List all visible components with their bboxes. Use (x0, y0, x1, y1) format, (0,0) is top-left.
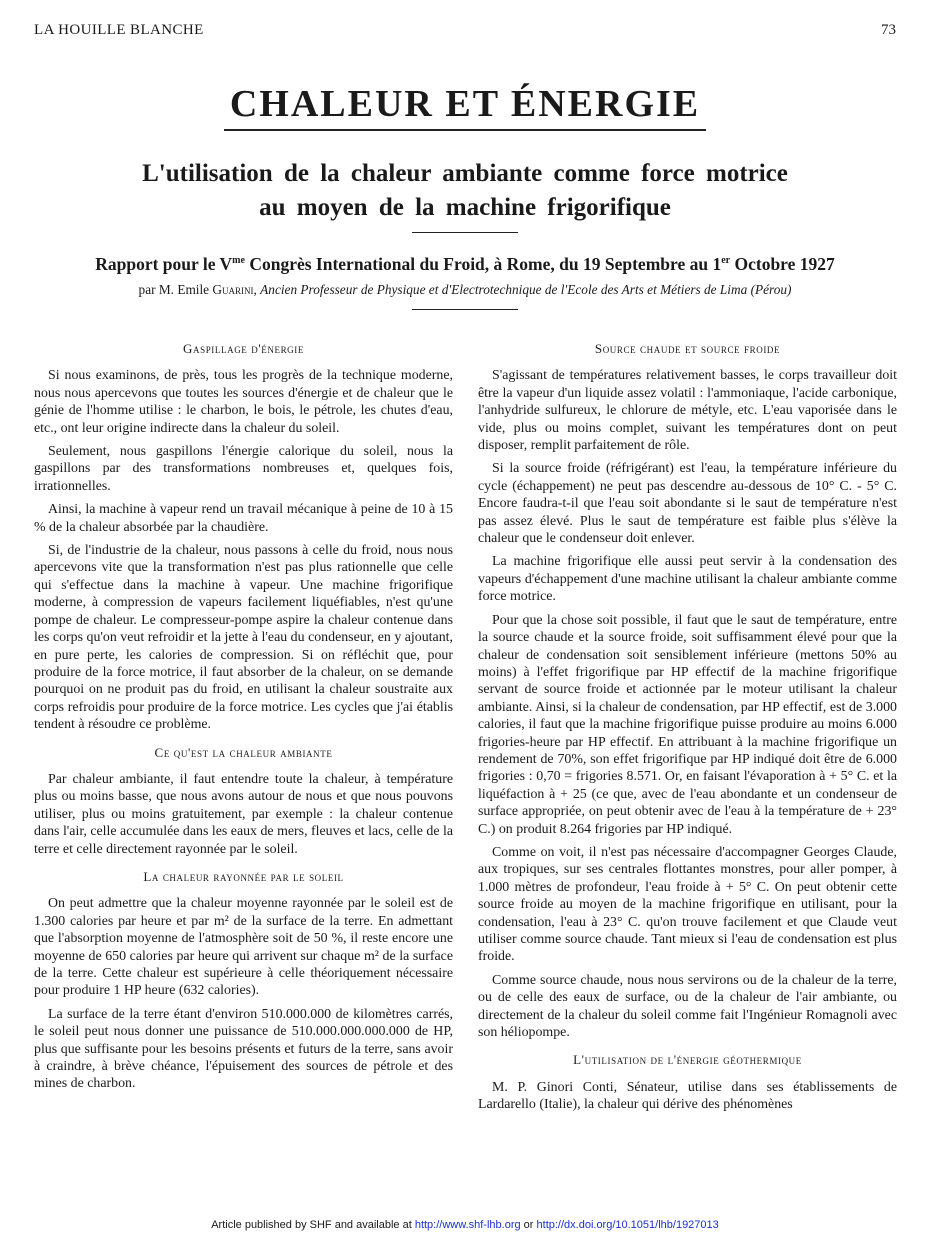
report-sup-me: me (232, 255, 245, 267)
section-heading: L'utilisation de l'énergie géothermique (573, 1052, 802, 1068)
paragraph: La machine frigorifique elle aussi peut servir à la condensation des vapeurs d'échappement d'une machine utilisant la chaleur ambiante comme force motrice. (478, 554, 897, 605)
paragraph: Si, de l'industrie de la chaleur, nous passons à celle du froid, nous nous apercevons vite que la transformation n'est pas plus rationnelle que celle qui s'effectue dans la machine à vapeur. Une machine frigorifique moderne, à compression de vapeurs facilement liquéfiables, n'est qu'une pompe de chaleur. Le compresseur-pompe aspire la chaleur contenue dans les corps qu'on veut refroidir et la jette à l'eau du condenseur, en y ajoutant, en pure perte, les calories de compression. Si on réfléchit que, pour produire de la force motrice, il faut absorber de la chaleur, on se demande pourquoi on ne produit pas du froid, en utilisant la chaleur soustraite aux corps refroidis pour produire de la force motrice. Les cycles que j'ai établis tendent à résoudre ce problème. (34, 543, 453, 733)
section-heading: Source chaude et source froide (594, 341, 781, 356)
right-column (478, 340, 897, 1120)
paragraph: M. P. Ginori Conti, Sénateur, utilise dans ses établissements de Lardarello (Italie), la chaleur qui dérive des phénomènes (478, 1079, 897, 1113)
paragraph: Par chaleur ambiante, il faut entendre toute la chaleur, à température plus ou moins basse, que nous avons autour de nous et que nous pouvons utiliser, plus ou moins gratuitement, par exemple : la chaleur contenue dans l'air, celle accumulée dans les eaux de mers, fleuves et lacs, celle de la terre et celle directement rayonnée par le soleil. (34, 771, 453, 857)
paragraph: Comme source chaude, nous nous servirons ou de la chaleur de la terre, ou de celle des eaux de surface, ou de la chaleur de l'air ambiante, ou directement de la chaleur du soleil comme fait l'Ingénieur Romagnoli avec son héliopompe. (478, 972, 897, 1041)
report-middle: Congrès International du Froid, à Rome, du 19 Septembre au 1 (244, 254, 722, 274)
left-column (34, 340, 453, 1099)
author-line: par M. Emile Guarini, Ancien Professeur de Physique et d'Electrotechnique de l'Ecole des Arts et Métiers de Lima (Pérou) (138, 282, 792, 297)
paragraph: Comme on voit, il n'est pas nécessaire d'accompagner Georges Claude, aux tropiques, sur ses centrales flottantes monstres, pour aller pomper, à 1.000 mètres de profondeur, l'eau froide à + 5° C. On peut obtenir cette source froide au moyen de la machine frigorifique en utilisant, pour la condensation, l'eau à 23° C. qu'on trouve facilement et que Claude veut utiliser comme source chaude. Tant mieux si l'eau de condensation est plus froide. (478, 844, 897, 965)
running-header (34, 22, 896, 42)
report-line (34, 254, 896, 275)
subtitle-line-1: L'utilisation de la chaleur ambiante comme force motrice (142, 160, 788, 187)
section-heading: La chaleur rayonnée par le soleil (143, 868, 344, 884)
paragraph: On peut admettre que la chaleur moyenne rayonnée par le soleil est de 1.300 calories par heure et par m² de la surface de la terre. En admettant que l'absorption moyenne de l'atmosphère soit de 50 %, il reste encore une moyenne de 650 calories par heure qui arrivent sur chaque m² de la surface de la terre. Cette chaleur est supérieure à celle théoriquement nécessaire pour produire 1 HP heure (632 calories). (34, 896, 453, 999)
divider-rule (412, 309, 518, 310)
footer-link-shf[interactable]: http://www.shf-lhb.org (414, 1219, 521, 1231)
paragraph: Si nous examinons, de près, tous les progrès de la technique moderne, nous nous apercevons que toutes les sources d'énergie et de chaleur que le génie de l'homme utilise : le charbon, le bois, le pétrole, les chutes d'eau, etc., ont leur origine indirecte dans la chaleur du soleil. (34, 368, 453, 436)
author-prefix: par M. Emile (138, 282, 213, 297)
paragraph: S'agissant de températures relativement basses, le corps travailleur doit être la vapeur d'un liquide assez volatil : l'ammoniaque, l'acide carbonique, l'anhydride sulfureux, le chlorure de métyle, etc. L'eau vaporisée dans le vide, plus ou moins complet, suivant les températures dont on peut disposer, remplit parfaitement de rôle. (478, 368, 897, 454)
footer-text: Article published by SHF and available at (211, 1219, 415, 1231)
divider-rule (412, 232, 518, 233)
report-sup-er: er (721, 255, 731, 267)
journal-name: LA HOUILLE BLANCHE (34, 22, 204, 38)
report-prefix: Rapport pour le V (95, 254, 233, 274)
report-suffix: Octobre 1927 (730, 254, 835, 274)
paragraph: Pour que la chose soit possible, il faut que le saut de température, entre la source chaude et la source froide, soit suffisamment élevé pour que la chaleur de condensation soit sensiblement inférieure (mettons 50% au moins) à l'effet frigorifique par HP effectif de la machine frigorifique servant de source froide et actionnée par le moteur utilisant la chaleur ambiante. Ainsi, si la chaleur de condensation, par HP effectif, est de 3.000 calories, il faut que la machine frigorifique puisse produire au moins 6.000 frigories-heure par HP effectif. En attribuant à la machine frigorifique un rendement de 70%, son effet frigorifique par HP indiqué doit être de 6.000 frigories : 0,70 = frigories 8.571. Or, en faisant l'évaporation à + 5° C. et la liquéfaction à + 25 (ce que, avec de l'eau abondante et un condenseur de surface appropriée, on peut obtenir avec de l'eau à la température de + 23° C.) on produit 8.264 frigories par HP indiqué. (478, 612, 897, 837)
footer-link-doi[interactable]: http://dx.doi.org/10.1051/lhb/1927013 (536, 1219, 719, 1231)
paragraph: Seulement, nous gaspillons l'énergie calorique du soleil, nous la gaspillons par des transformations nombreuses et, quelques fois, irrationnelles. (34, 444, 453, 494)
main-title-text: CHALEUR ET ÉNERGIE (224, 82, 706, 131)
section-heading: Gaspillage d'énergie (183, 341, 304, 356)
author-role: Ancien Professeur de Physique et d'Electrotechnique de l'Ecole des Arts et Métiers de Lima (Pérou) (260, 282, 792, 297)
subtitle-line-2: au moyen de la machine frigorifique (259, 194, 671, 221)
paragraph: Si la source froide (réfrigérant) est l'eau, la température inférieure du cycle (échappement) ne peut pas descendre au-dessous de 10° C. - 5° C. Encore faudra-t-il que l'eau soit abondante si le saut de température n'est pas assez élevé. Plus le saut de température est faible plus s'élève la chaleur que le condenseur doit enlever. (478, 461, 897, 547)
paragraph: La surface de la terre étant d'environ 510.000.000 de kilomètres carrés, le soleil peut nous donner une puissance de 510.000.000.000.000 de HP, plus que suffisante pour les besoins présents et futurs de la terre, sans avoir à craindre, à brève chéance, l'épuisement des sources de pétrole et des mines de charbon. (34, 1006, 453, 1092)
publication-footer (0, 1219, 930, 1231)
author-name: Guarini (212, 282, 254, 297)
article-subtitle (60, 157, 870, 225)
paragraph: Ainsi, la machine à vapeur rend un travail mécanique à peine de 10 à 15 % de la chaleur absorbée par la chaudière. (34, 502, 453, 535)
section-heading: Ce qu'est la chaleur ambiante (154, 744, 333, 760)
footer-text: or (520, 1219, 537, 1231)
page-number: 73 (881, 22, 896, 38)
main-title (0, 82, 930, 131)
